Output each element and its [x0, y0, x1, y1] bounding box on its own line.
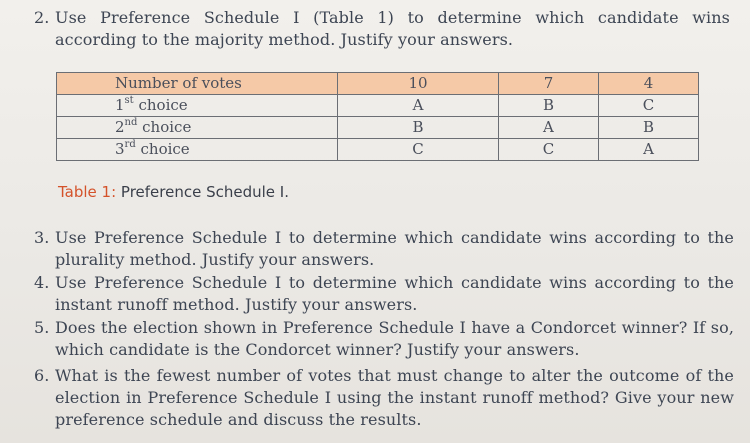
question-text: Does the election shown in Preference Schedule I have a Condorcet winner? If so, which candidate is the Condorcet winner? Justify your answers.	[55, 318, 734, 359]
question-3	[34, 227, 734, 271]
question-text: Use Preference Schedule I (Table 1) to determine which candidate wins according to the majority method. Justify your answers.	[55, 8, 730, 49]
votes-cell: 10	[338, 73, 499, 95]
candidate-cell: C	[498, 139, 598, 161]
table-row	[57, 117, 699, 139]
question-number: 2.	[34, 8, 50, 27]
choice-word: choice	[137, 118, 192, 136]
caption-label: Table 1:	[58, 183, 117, 201]
preference-schedule-table	[56, 72, 699, 161]
question-number: 4.	[34, 273, 50, 292]
candidate-cell: B	[498, 95, 598, 117]
candidate-cell: A	[598, 139, 698, 161]
question-5	[34, 317, 734, 361]
question-2	[34, 7, 730, 51]
table-header-row	[57, 73, 699, 95]
candidate-cell: C	[338, 139, 499, 161]
table-row	[57, 95, 699, 117]
question-text: What is the fewest number of votes that must change to alter the outcome of the election in Preference Schedule I using the instant runoff method? Give your new preference schedule and discuss the results.	[55, 366, 734, 429]
table-caption	[58, 183, 289, 201]
header-label: Number of votes	[57, 73, 338, 95]
question-6	[34, 365, 734, 431]
question-number: 5.	[34, 318, 50, 337]
ordinal-suffix: st	[124, 95, 134, 106]
votes-cell: 7	[498, 73, 598, 95]
choice-label	[57, 95, 338, 117]
table-row	[57, 139, 699, 161]
question-text: Use Preference Schedule I to determine which candidate wins according to the instant runoff method. Justify your answers.	[55, 273, 734, 314]
question-number: 3.	[34, 228, 50, 247]
candidate-cell: B	[338, 117, 499, 139]
question-text: Use Preference Schedule I to determine which candidate wins according to the plurality method. Justify your answers.	[55, 228, 734, 269]
ordinal-number: 2	[115, 118, 125, 136]
choice-word: choice	[135, 140, 190, 158]
ordinal-number: 3	[115, 140, 125, 158]
candidate-cell: A	[338, 95, 499, 117]
ordinal-number: 1	[115, 96, 125, 114]
choice-label	[57, 117, 338, 139]
ordinal-suffix: nd	[124, 117, 138, 128]
question-number: 6.	[34, 366, 50, 385]
votes-cell: 4	[598, 73, 698, 95]
candidate-cell: A	[498, 117, 598, 139]
choice-word: choice	[133, 96, 188, 114]
candidate-cell: B	[598, 117, 698, 139]
ordinal-suffix: rd	[124, 139, 136, 150]
candidate-cell: C	[598, 95, 698, 117]
caption-title: Preference Schedule I.	[116, 183, 289, 201]
question-4	[34, 272, 734, 316]
choice-label	[57, 139, 338, 161]
